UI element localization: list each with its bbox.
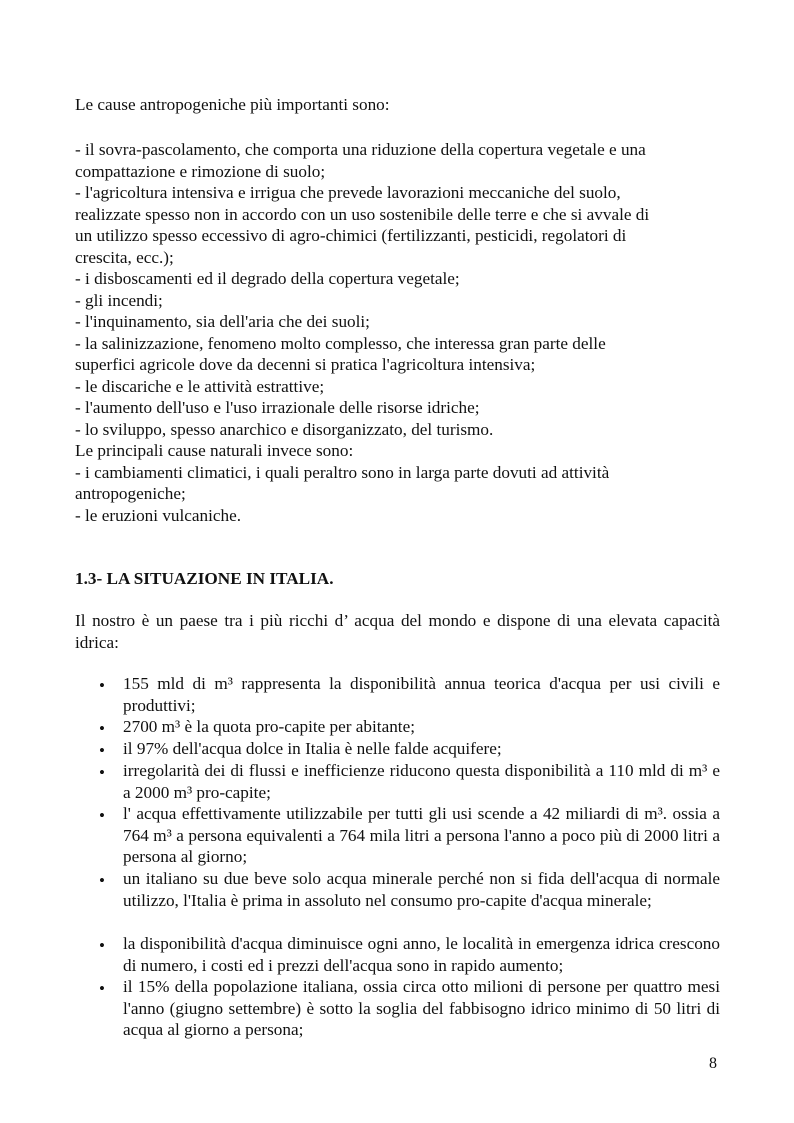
bullet-icon: • [99, 936, 105, 955]
bullet-icon: • [99, 871, 105, 890]
text-line: - le discariche e le attività estrattive; [75, 376, 325, 396]
text-line: Le principali cause naturali invece sono: [75, 441, 354, 460]
text-line: - l'inquinamento, sia dell'aria che dei suoli; [75, 312, 370, 331]
text-line: un utilizzo spesso eccessivo di agro-chimici (fertilizzanti, pesticidi, regolatori di [75, 226, 627, 245]
bullet-icon: • [99, 763, 105, 782]
list-item-text: 2700 m³ è la quota pro-capite per abitante; [123, 717, 415, 736]
bullet-icon: • [99, 741, 105, 760]
text-line: - lo sviluppo, spesso anarchico e disorganizzato, del turismo. [75, 419, 494, 439]
text-line: crescita, ecc.); [75, 247, 174, 267]
text-line: - l'aumento dell'uso e l'uso irrazionale delle risorse idriche; [75, 398, 480, 417]
text-line: - i cambiamenti climatici, i quali peraltro sono in larga parte dovuti ad attività [75, 462, 610, 482]
bullet-icon: • [99, 719, 105, 738]
intro-text: Le cause antropogeniche più importanti sono: [75, 95, 390, 114]
text-line: superfici agricole dove da decenni si pratica l'agricoltura intensiva; [75, 355, 536, 374]
text-line: compattazione e rimozione di suolo; [75, 161, 326, 181]
text-line: - i disboscamenti ed il degrado della copertura vegetale; [75, 269, 460, 288]
page-number: 8 [709, 1055, 717, 1072]
bullet-icon: • [99, 806, 105, 825]
text-line: - l'agricoltura intensiva e irrigua che prevede lavorazioni meccaniche del suolo, [75, 183, 621, 202]
list-item-text: irregolarità dei di flussi e inefficienze riducono questa disponibilità a 110 mld di m³ e a 2000 m³ pro-capite; [123, 761, 720, 802]
list-item-text: il 97% dell'acqua dolce in Italia è nelle falde acquifere; [123, 739, 502, 758]
text-line: - il sovra-pascolamento, che comporta una riduzione della copertura vegetale e una [75, 140, 646, 159]
list-item-text: 155 mld di m³ rappresenta la disponibilità annua teorica d'acqua per usi civili e produttivi; [123, 674, 720, 715]
bullet-icon: • [99, 979, 105, 998]
text-line: - la salinizzazione, fenomeno molto complesso, che interessa gran parte delle [75, 333, 606, 353]
text-line: - le eruzioni vulcaniche. [75, 505, 242, 525]
list-item-text: la disponibilità d'acqua diminuisce ogni anno, le località in emergenza idrica crescono di numero, i costi ed i prezzi dell'acqua sono in rapido aumento; [123, 934, 720, 975]
section-heading: 1.3- LA SITUAZIONE IN ITALIA. [75, 569, 334, 588]
section-intro-paragraph: Il nostro è un paese tra i più ricchi d’ acqua del mondo e dispone di una elevata capacità idrica: [75, 611, 720, 652]
list-item-text: l' acqua effettivamente utilizzabile per tutti gli usi scende a 42 miliardi di m³. ossia a 764 m³ a persona equivalenti a 764 mila litri a persona l'anno a poco più di 2000 litri a persona al giorno; [123, 804, 720, 867]
list-item-text: un italiano su due beve solo acqua minerale perché non si fida dell'acqua di normale utilizzo, l'Italia è prima in assoluto nel consumo pro-capite d'acqua minerale; [123, 869, 720, 910]
bullet-icon: • [99, 676, 105, 695]
text-line: - gli incendi; [75, 290, 163, 310]
text-line: antropogeniche; [75, 484, 186, 503]
list-item-text: il 15% della popolazione italiana, ossia circa otto milioni di persone per quattro mesi l'anno (giugno settembre) è sotto la soglia del fabbisogno idrico minimo di 50 litri di acqua al giorno a persona; [123, 977, 720, 1040]
text-line: realizzate spesso non in accordo con un uso sostenibile delle terre e che si avvale di [75, 204, 650, 224]
